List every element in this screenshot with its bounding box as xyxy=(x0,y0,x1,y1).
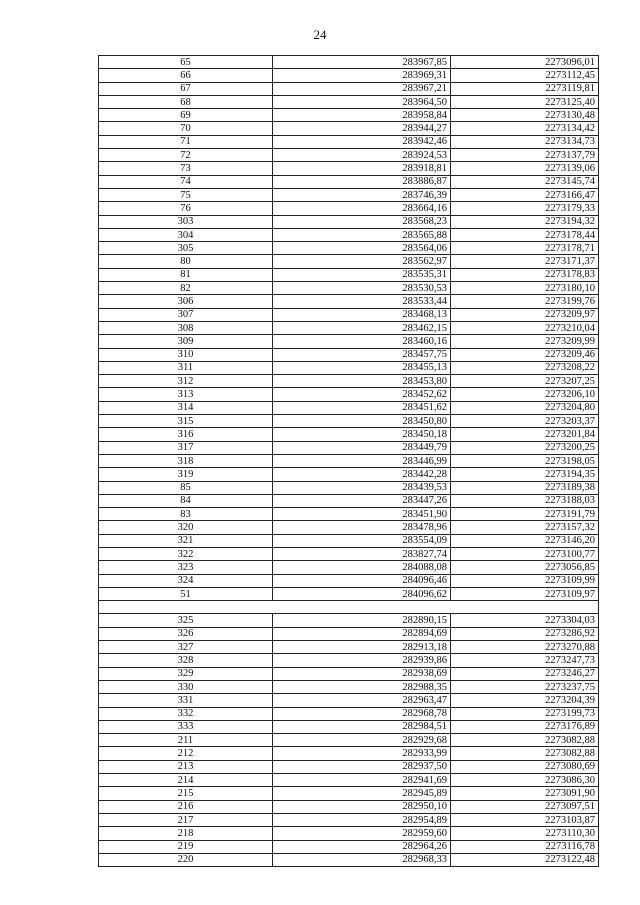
x-coordinate-cell: 284096,46 xyxy=(273,574,451,587)
point-number-cell: 321 xyxy=(99,534,273,547)
y-coordinate-cell: 2273112,45 xyxy=(451,69,599,82)
table-row xyxy=(99,720,599,733)
table-row xyxy=(99,534,599,547)
x-coordinate-cell: 283478,96 xyxy=(273,521,451,534)
x-coordinate-cell: 283447,26 xyxy=(273,494,451,507)
y-coordinate-cell: 2273166,47 xyxy=(451,188,599,201)
y-coordinate-cell: 2273082,88 xyxy=(451,747,599,760)
point-number-cell: 310 xyxy=(99,348,273,361)
point-number-cell: 330 xyxy=(99,680,273,693)
x-coordinate-cell: 282984,51 xyxy=(273,720,451,733)
table-row xyxy=(99,840,599,853)
table-row xyxy=(99,561,599,574)
y-coordinate-cell: 2273180,10 xyxy=(451,282,599,295)
table-row xyxy=(99,760,599,773)
table-row xyxy=(99,813,599,826)
x-coordinate-cell: 283964,50 xyxy=(273,95,451,108)
point-number-cell: 215 xyxy=(99,787,273,800)
point-number-cell: 73 xyxy=(99,162,273,175)
point-number-cell: 319 xyxy=(99,468,273,481)
table-row xyxy=(99,122,599,135)
table-row xyxy=(99,295,599,308)
coordinates-table xyxy=(98,55,599,867)
point-number-cell: 329 xyxy=(99,667,273,680)
point-number-cell: 323 xyxy=(99,561,273,574)
x-coordinate-cell: 282954,89 xyxy=(273,813,451,826)
point-number-cell: 216 xyxy=(99,800,273,813)
y-coordinate-cell: 2273176,89 xyxy=(451,720,599,733)
y-coordinate-cell: 2273209,97 xyxy=(451,308,599,321)
y-coordinate-cell: 2273116,78 xyxy=(451,840,599,853)
y-coordinate-cell: 2273082,88 xyxy=(451,734,599,747)
point-number-cell: 308 xyxy=(99,321,273,334)
x-coordinate-cell: 283564,06 xyxy=(273,242,451,255)
y-coordinate-cell: 2273178,83 xyxy=(451,268,599,281)
point-number-cell: 317 xyxy=(99,441,273,454)
table-row xyxy=(99,641,599,654)
point-number-cell: 320 xyxy=(99,521,273,534)
y-coordinate-cell: 2273109,97 xyxy=(451,587,599,600)
y-coordinate-cell: 2273134,73 xyxy=(451,135,599,148)
table-row xyxy=(99,787,599,800)
table-row xyxy=(99,82,599,95)
table-row xyxy=(99,587,599,600)
x-coordinate-cell: 283969,31 xyxy=(273,69,451,82)
point-number-cell: 71 xyxy=(99,135,273,148)
x-coordinate-cell: 282950,10 xyxy=(273,800,451,813)
y-coordinate-cell: 2273178,71 xyxy=(451,242,599,255)
table-row xyxy=(99,654,599,667)
y-coordinate-cell: 2273204,80 xyxy=(451,401,599,414)
table-row xyxy=(99,508,599,521)
x-coordinate-cell: 284088,08 xyxy=(273,561,451,574)
x-coordinate-cell: 282890,15 xyxy=(273,614,451,627)
point-number-cell: 306 xyxy=(99,295,273,308)
table-row xyxy=(99,707,599,720)
x-coordinate-cell: 283450,18 xyxy=(273,428,451,441)
y-coordinate-cell: 2273304,03 xyxy=(451,614,599,627)
y-coordinate-cell: 2273188,03 xyxy=(451,494,599,507)
y-coordinate-cell: 2273210,04 xyxy=(451,321,599,334)
y-coordinate-cell: 2273096,01 xyxy=(451,56,599,69)
point-number-cell: 82 xyxy=(99,282,273,295)
point-number-cell: 76 xyxy=(99,202,273,215)
y-coordinate-cell: 2273189,38 xyxy=(451,481,599,494)
point-number-cell: 318 xyxy=(99,454,273,467)
y-coordinate-cell: 2273146,20 xyxy=(451,534,599,547)
section-separator-row xyxy=(99,601,599,614)
table-row xyxy=(99,375,599,388)
point-number-cell: 328 xyxy=(99,654,273,667)
y-coordinate-cell: 2273247,73 xyxy=(451,654,599,667)
y-coordinate-cell: 2273122,48 xyxy=(451,853,599,866)
table-row xyxy=(99,135,599,148)
table-row xyxy=(99,321,599,334)
y-coordinate-cell: 2273171,37 xyxy=(451,255,599,268)
y-coordinate-cell: 2273200,25 xyxy=(451,441,599,454)
table-row xyxy=(99,694,599,707)
y-coordinate-cell: 2273080,69 xyxy=(451,760,599,773)
x-coordinate-cell: 282964,26 xyxy=(273,840,451,853)
point-number-cell: 51 xyxy=(99,587,273,600)
y-coordinate-cell: 2273130,48 xyxy=(451,109,599,122)
y-coordinate-cell: 2273204,39 xyxy=(451,694,599,707)
point-number-cell: 72 xyxy=(99,149,273,162)
point-number-cell: 304 xyxy=(99,228,273,241)
table-row xyxy=(99,521,599,534)
table-row xyxy=(99,149,599,162)
table-row xyxy=(99,255,599,268)
table-row xyxy=(99,202,599,215)
table-row xyxy=(99,162,599,175)
separator-cell xyxy=(99,601,599,614)
table-row xyxy=(99,335,599,348)
y-coordinate-cell: 2273109,99 xyxy=(451,574,599,587)
table-row xyxy=(99,415,599,428)
x-coordinate-cell: 282939,86 xyxy=(273,654,451,667)
y-coordinate-cell: 2273208,22 xyxy=(451,361,599,374)
point-number-cell: 315 xyxy=(99,415,273,428)
x-coordinate-cell: 283565,88 xyxy=(273,228,451,241)
table-row xyxy=(99,228,599,241)
point-number-cell: 220 xyxy=(99,853,273,866)
table-row xyxy=(99,388,599,401)
y-coordinate-cell: 2273178,44 xyxy=(451,228,599,241)
y-coordinate-cell: 2273056,85 xyxy=(451,561,599,574)
x-coordinate-cell: 283453,80 xyxy=(273,375,451,388)
point-number-cell: 217 xyxy=(99,813,273,826)
x-coordinate-cell: 283918,81 xyxy=(273,162,451,175)
y-coordinate-cell: 2273110,30 xyxy=(451,827,599,840)
y-coordinate-cell: 2273179,33 xyxy=(451,202,599,215)
point-number-cell: 214 xyxy=(99,774,273,787)
point-number-cell: 69 xyxy=(99,109,273,122)
point-number-cell: 211 xyxy=(99,734,273,747)
y-coordinate-cell: 2273199,76 xyxy=(451,295,599,308)
x-coordinate-cell: 283451,90 xyxy=(273,508,451,521)
x-coordinate-cell: 283442,28 xyxy=(273,468,451,481)
point-number-cell: 325 xyxy=(99,614,273,627)
point-number-cell: 331 xyxy=(99,694,273,707)
point-number-cell: 312 xyxy=(99,375,273,388)
x-coordinate-cell: 283446,99 xyxy=(273,454,451,467)
y-coordinate-cell: 2273134,42 xyxy=(451,122,599,135)
point-number-cell: 212 xyxy=(99,747,273,760)
y-coordinate-cell: 2273246,27 xyxy=(451,667,599,680)
x-coordinate-cell: 283449,79 xyxy=(273,441,451,454)
x-coordinate-cell: 282913,18 xyxy=(273,641,451,654)
table-row xyxy=(99,428,599,441)
y-coordinate-cell: 2273145,74 xyxy=(451,175,599,188)
point-number-cell: 322 xyxy=(99,547,273,560)
table-row xyxy=(99,774,599,787)
point-number-cell: 68 xyxy=(99,95,273,108)
x-coordinate-cell: 282959,60 xyxy=(273,827,451,840)
y-coordinate-cell: 2273091,90 xyxy=(451,787,599,800)
point-number-cell: 307 xyxy=(99,308,273,321)
y-coordinate-cell: 2273201,84 xyxy=(451,428,599,441)
x-coordinate-cell: 283450,80 xyxy=(273,415,451,428)
y-coordinate-cell: 2273086,30 xyxy=(451,774,599,787)
x-coordinate-cell: 283533,44 xyxy=(273,295,451,308)
x-coordinate-cell: 283562,97 xyxy=(273,255,451,268)
y-coordinate-cell: 2273191,79 xyxy=(451,508,599,521)
x-coordinate-cell: 282938,69 xyxy=(273,667,451,680)
y-coordinate-cell: 2273209,99 xyxy=(451,335,599,348)
table-row xyxy=(99,494,599,507)
y-coordinate-cell: 2273199,73 xyxy=(451,707,599,720)
x-coordinate-cell: 283746,39 xyxy=(273,188,451,201)
point-number-cell: 309 xyxy=(99,335,273,348)
point-number-cell: 219 xyxy=(99,840,273,853)
table-row xyxy=(99,441,599,454)
point-number-cell: 305 xyxy=(99,242,273,255)
x-coordinate-cell: 283439,53 xyxy=(273,481,451,494)
point-number-cell: 324 xyxy=(99,574,273,587)
x-coordinate-cell: 283664,16 xyxy=(273,202,451,215)
point-number-cell: 332 xyxy=(99,707,273,720)
table-row xyxy=(99,268,599,281)
x-coordinate-cell: 283462,15 xyxy=(273,321,451,334)
x-coordinate-cell: 283554,09 xyxy=(273,534,451,547)
x-coordinate-cell: 283967,85 xyxy=(273,56,451,69)
x-coordinate-cell: 282929,68 xyxy=(273,734,451,747)
table-row xyxy=(99,734,599,747)
point-number-cell: 67 xyxy=(99,82,273,95)
x-coordinate-cell: 282988,35 xyxy=(273,680,451,693)
x-coordinate-cell: 283967,21 xyxy=(273,82,451,95)
point-number-cell: 313 xyxy=(99,388,273,401)
x-coordinate-cell: 283886,87 xyxy=(273,175,451,188)
point-number-cell: 311 xyxy=(99,361,273,374)
table-row xyxy=(99,627,599,640)
table-row xyxy=(99,188,599,201)
point-number-cell: 74 xyxy=(99,175,273,188)
point-number-cell: 327 xyxy=(99,641,273,654)
table-row xyxy=(99,282,599,295)
y-coordinate-cell: 2273206,10 xyxy=(451,388,599,401)
x-coordinate-cell: 283535,31 xyxy=(273,268,451,281)
point-number-cell: 65 xyxy=(99,56,273,69)
y-coordinate-cell: 2273207,25 xyxy=(451,375,599,388)
point-number-cell: 85 xyxy=(99,481,273,494)
table-row xyxy=(99,667,599,680)
x-coordinate-cell: 283452,62 xyxy=(273,388,451,401)
table-row xyxy=(99,69,599,82)
y-coordinate-cell: 2273097,51 xyxy=(451,800,599,813)
x-coordinate-cell: 283924,53 xyxy=(273,149,451,162)
table-row xyxy=(99,361,599,374)
x-coordinate-cell: 283457,75 xyxy=(273,348,451,361)
x-coordinate-cell: 283942,46 xyxy=(273,135,451,148)
y-coordinate-cell: 2273125,40 xyxy=(451,95,599,108)
table-row xyxy=(99,574,599,587)
point-number-cell: 314 xyxy=(99,401,273,414)
point-number-cell: 316 xyxy=(99,428,273,441)
point-number-cell: 80 xyxy=(99,255,273,268)
y-coordinate-cell: 2273100,77 xyxy=(451,547,599,560)
y-coordinate-cell: 2273198,05 xyxy=(451,454,599,467)
point-number-cell: 81 xyxy=(99,268,273,281)
x-coordinate-cell: 282937,50 xyxy=(273,760,451,773)
table-row xyxy=(99,481,599,494)
table-row xyxy=(99,401,599,414)
point-number-cell: 333 xyxy=(99,720,273,733)
y-coordinate-cell: 2273139,06 xyxy=(451,162,599,175)
x-coordinate-cell: 283827,74 xyxy=(273,547,451,560)
table-row xyxy=(99,827,599,840)
table-row xyxy=(99,308,599,321)
x-coordinate-cell: 282894,69 xyxy=(273,627,451,640)
table-row xyxy=(99,853,599,866)
x-coordinate-cell: 283958,84 xyxy=(273,109,451,122)
x-coordinate-cell: 282968,33 xyxy=(273,853,451,866)
y-coordinate-cell: 2273203,37 xyxy=(451,415,599,428)
table-row xyxy=(99,109,599,122)
point-number-cell: 75 xyxy=(99,188,273,201)
x-coordinate-cell: 283451,62 xyxy=(273,401,451,414)
y-coordinate-cell: 2273237,75 xyxy=(451,680,599,693)
table-row xyxy=(99,215,599,228)
x-coordinate-cell: 283568,23 xyxy=(273,215,451,228)
table-row xyxy=(99,175,599,188)
x-coordinate-cell: 283530,53 xyxy=(273,282,451,295)
table-row xyxy=(99,95,599,108)
point-number-cell: 84 xyxy=(99,494,273,507)
x-coordinate-cell: 283468,13 xyxy=(273,308,451,321)
x-coordinate-cell: 284096,62 xyxy=(273,587,451,600)
table-row xyxy=(99,680,599,693)
table-row xyxy=(99,614,599,627)
point-number-cell: 70 xyxy=(99,122,273,135)
coordinates-table-body xyxy=(99,56,599,867)
x-coordinate-cell: 283455,13 xyxy=(273,361,451,374)
x-coordinate-cell: 282963,47 xyxy=(273,694,451,707)
x-coordinate-cell: 283944,27 xyxy=(273,122,451,135)
y-coordinate-cell: 2273194,35 xyxy=(451,468,599,481)
x-coordinate-cell: 282933,99 xyxy=(273,747,451,760)
table-row xyxy=(99,468,599,481)
point-number-cell: 66 xyxy=(99,69,273,82)
y-coordinate-cell: 2273194,32 xyxy=(451,215,599,228)
table-row xyxy=(99,747,599,760)
y-coordinate-cell: 2273137,79 xyxy=(451,149,599,162)
point-number-cell: 303 xyxy=(99,215,273,228)
y-coordinate-cell: 2273119,81 xyxy=(451,82,599,95)
table-row xyxy=(99,56,599,69)
table-row xyxy=(99,547,599,560)
table-row xyxy=(99,800,599,813)
y-coordinate-cell: 2273270,88 xyxy=(451,641,599,654)
point-number-cell: 326 xyxy=(99,627,273,640)
x-coordinate-cell: 282941,69 xyxy=(273,774,451,787)
x-coordinate-cell: 283460,16 xyxy=(273,335,451,348)
y-coordinate-cell: 2273103,87 xyxy=(451,813,599,826)
y-coordinate-cell: 2273157,32 xyxy=(451,521,599,534)
table-row xyxy=(99,242,599,255)
point-number-cell: 218 xyxy=(99,827,273,840)
y-coordinate-cell: 2273209,46 xyxy=(451,348,599,361)
point-number-cell: 83 xyxy=(99,508,273,521)
x-coordinate-cell: 282968,78 xyxy=(273,707,451,720)
x-coordinate-cell: 282945,89 xyxy=(273,787,451,800)
page-number: 24 xyxy=(313,27,327,42)
y-coordinate-cell: 2273286,92 xyxy=(451,627,599,640)
table-row xyxy=(99,348,599,361)
point-number-cell: 213 xyxy=(99,760,273,773)
table-row xyxy=(99,454,599,467)
